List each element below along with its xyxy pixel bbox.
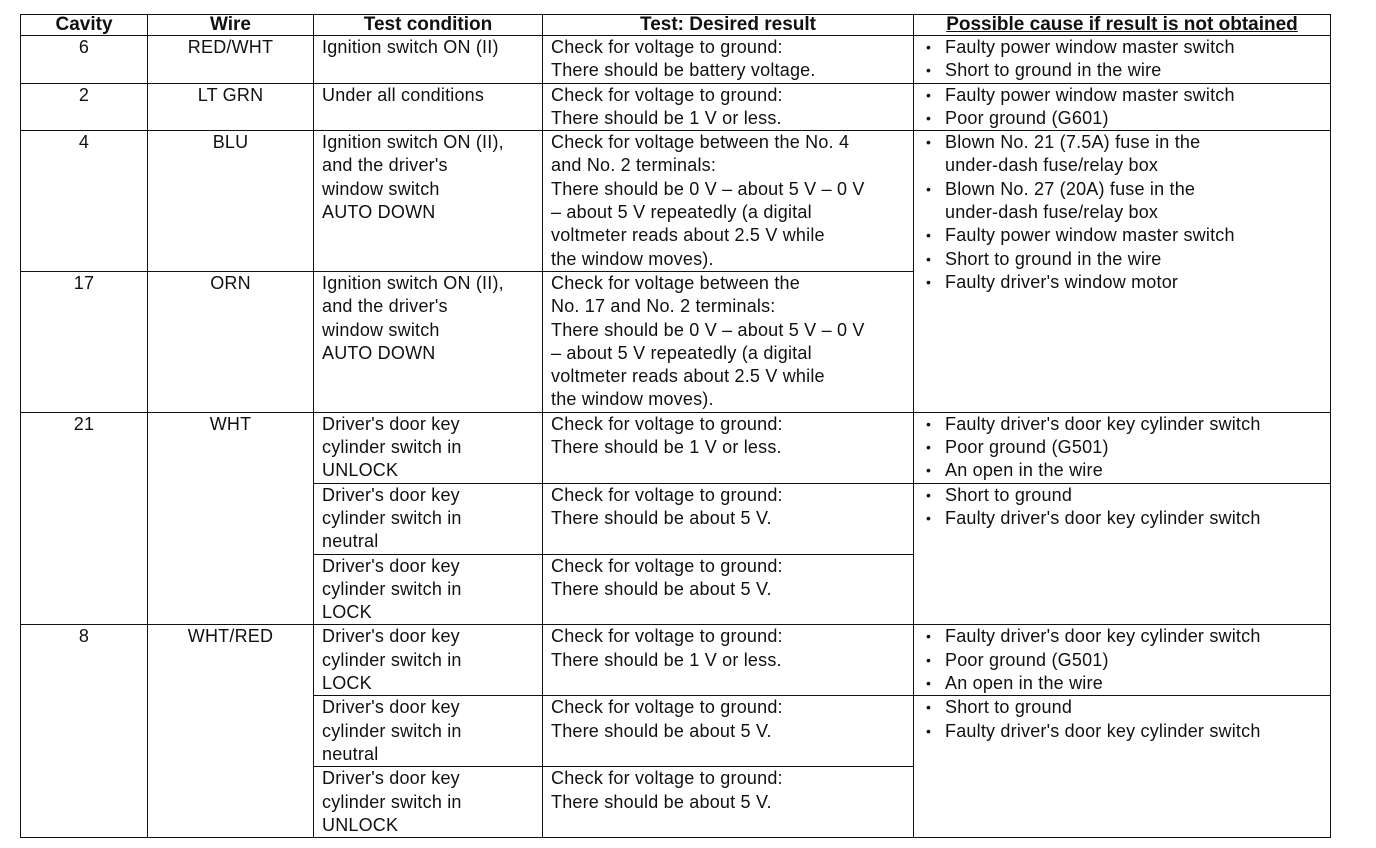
cause-item: • Short to ground in the wire: [920, 59, 1330, 82]
cause-cell: [914, 483, 1331, 625]
result-cell: Check for voltage to ground: There should be about 5 V.: [543, 696, 914, 767]
header-test-condition: Test condition: [314, 15, 543, 36]
header-possible-cause: Possible cause if result is not obtained: [914, 15, 1331, 36]
table-row: [21, 412, 1331, 483]
wire-cell: WHT: [148, 412, 314, 625]
cause-item: • Faulty driver's door key cylinder switch: [920, 720, 1330, 743]
cause-item: • An open in the wire: [920, 459, 1330, 482]
cause-list: [920, 625, 1330, 695]
cause-item: • Poor ground (G601): [920, 107, 1330, 130]
cause-item: • Faulty driver's door key cylinder switch: [920, 413, 1330, 436]
cause-item: • Short to ground: [920, 696, 1330, 719]
condition-cell: Driver's door key cylinder switch in neutral: [314, 483, 543, 554]
wire-cell: WHT/RED: [148, 625, 314, 838]
cause-item: • An open in the wire: [920, 672, 1330, 695]
cause-list: [920, 131, 1330, 294]
result-cell: Check for voltage between the No. 17 and No. 2 terminals: There should be 0 V – about 5 V – 0 V – about 5 V repeatedly (a digital voltmeter reads about 2.5 V while the window moves).: [543, 271, 914, 412]
cause-item: • Short to ground: [920, 484, 1330, 507]
cause-list: [920, 696, 1330, 743]
table-row: [21, 36, 1331, 84]
result-cell: Check for voltage between the No. 4 and No. 2 terminals: There should be 0 V – about 5 V – 0 V – about 5 V repeatedly (a digital voltmeter reads about 2.5 V while the window moves).: [543, 131, 914, 272]
header-row: [21, 15, 1331, 36]
cause-item: • Blown No. 21 (7.5A) fuse in the under-dash fuse/relay box: [920, 131, 1330, 178]
cause-item: • Short to ground in the wire: [920, 248, 1330, 271]
result-cell: Check for voltage to ground: There should be about 5 V.: [543, 554, 914, 625]
wire-cell: LT GRN: [148, 83, 314, 131]
cause-item: • Faulty power window master switch: [920, 36, 1330, 59]
cause-item: • Faulty driver's door key cylinder switch: [920, 625, 1330, 648]
cavity-cell: 6: [21, 36, 148, 84]
cause-cell: [914, 83, 1331, 131]
result-cell: Check for voltage to ground: There should be 1 V or less.: [543, 625, 914, 696]
condition-cell: Under all conditions: [314, 83, 543, 131]
troubleshooting-table: [20, 14, 1331, 838]
wire-cell: BLU: [148, 131, 314, 272]
cause-cell: [914, 36, 1331, 84]
cavity-cell: 2: [21, 83, 148, 131]
condition-cell: Driver's door key cylinder switch in UNLOCK: [314, 412, 543, 483]
condition-cell: Driver's door key cylinder switch in neutral: [314, 696, 543, 767]
condition-cell: Ignition switch ON (II), and the driver's window switch AUTO DOWN: [314, 131, 543, 272]
cavity-cell: 21: [21, 412, 148, 625]
condition-cell: Ignition switch ON (II): [314, 36, 543, 84]
cause-cell: [914, 696, 1331, 838]
condition-cell: Driver's door key cylinder switch in LOCK: [314, 554, 543, 625]
cavity-cell: 4: [21, 131, 148, 272]
cavity-cell: 17: [21, 271, 148, 412]
condition-cell: Driver's door key cylinder switch in LOCK: [314, 625, 543, 696]
result-cell: Check for voltage to ground: There should be about 5 V.: [543, 767, 914, 838]
header-desired-result: Test: Desired result: [543, 15, 914, 36]
header-wire: Wire: [148, 15, 314, 36]
cause-list: [920, 36, 1330, 83]
wire-cell: RED/WHT: [148, 36, 314, 84]
result-cell: Check for voltage to ground: There should be battery voltage.: [543, 36, 914, 84]
table-row: [21, 131, 1331, 272]
cause-cell: [914, 412, 1331, 483]
result-cell: Check for voltage to ground: There should be about 5 V.: [543, 483, 914, 554]
cause-list: [920, 84, 1330, 131]
cause-cell: [914, 131, 1331, 413]
condition-cell: Driver's door key cylinder switch in UNLOCK: [314, 767, 543, 838]
cause-item: • Faulty driver's door key cylinder switch: [920, 507, 1330, 530]
condition-cell: Ignition switch ON (II), and the driver's window switch AUTO DOWN: [314, 271, 543, 412]
cause-item: • Poor ground (G501): [920, 649, 1330, 672]
cause-item: • Faulty driver's window motor: [920, 271, 1330, 294]
cause-item: • Poor ground (G501): [920, 436, 1330, 459]
header-cavity: Cavity: [21, 15, 148, 36]
result-cell: Check for voltage to ground: There should be 1 V or less.: [543, 412, 914, 483]
cause-item: • Blown No. 27 (20A) fuse in the under-dash fuse/relay box: [920, 178, 1330, 225]
result-cell: Check for voltage to ground: There should be 1 V or less.: [543, 83, 914, 131]
cause-list: [920, 413, 1330, 483]
wire-cell: ORN: [148, 271, 314, 412]
table-row: [21, 625, 1331, 696]
cause-list: [920, 484, 1330, 531]
cause-cell: [914, 625, 1331, 696]
cause-item: • Faulty power window master switch: [920, 224, 1330, 247]
cavity-cell: 8: [21, 625, 148, 838]
cause-item: • Faulty power window master switch: [920, 84, 1330, 107]
table-row: [21, 83, 1331, 131]
